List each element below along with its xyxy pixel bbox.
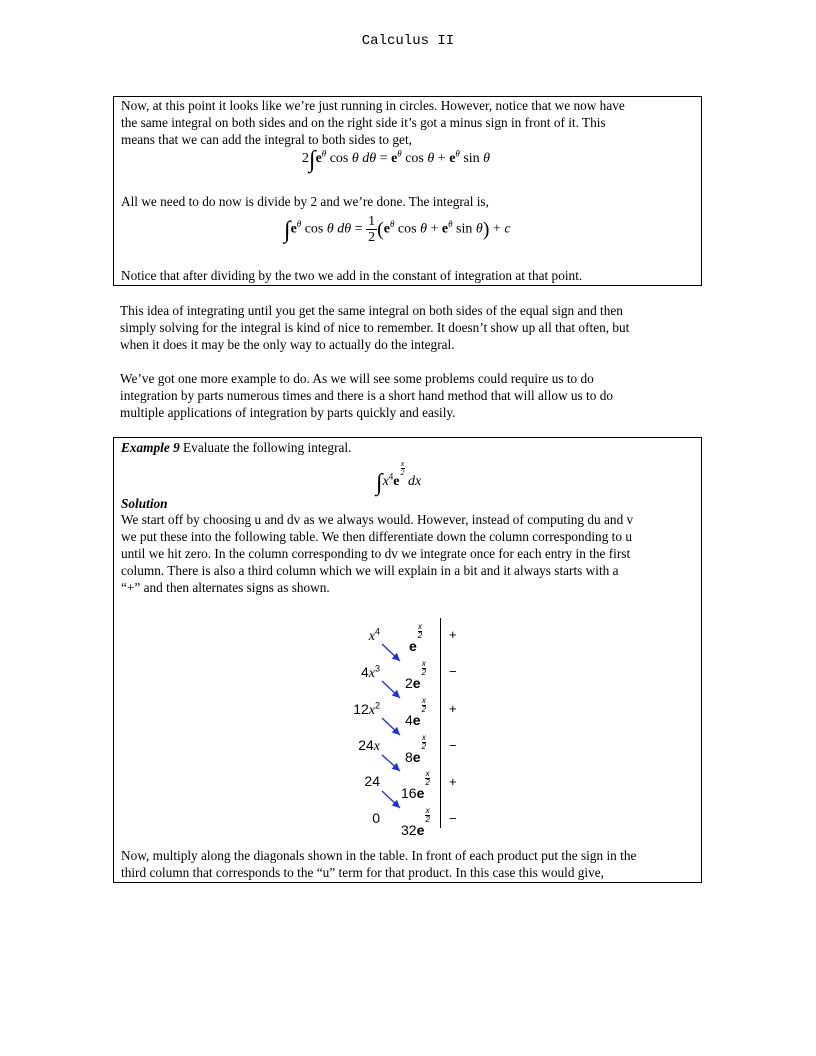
box1-line-2: the same integral on both sides and on the right side it’s got a minus sign in front of it. This (121, 115, 606, 130)
u-cell: $x^4$ (368, 626, 380, 644)
sign-cell: − (449, 738, 457, 753)
equation-example-integral: $\int x^4e$ $\frac{x}{2}$ dx (376, 459, 422, 496)
box1-line-4: All we need to do now is divide by 2 and we’re done. The integral is, (121, 194, 489, 209)
sign-cell: + (449, 627, 457, 642)
box1-line-1: Now, at this point it looks like we’re just running in circles. However, notice that we now have (121, 98, 625, 113)
dv-cell: 4e $\frac{x}{2}$ (405, 696, 427, 728)
dv-cell: e $\frac{x}{2}$ (409, 622, 423, 654)
dv-cell: 16e $\frac{x}{2}$ (401, 769, 430, 801)
equation-doubled-integral: $2\int e^\theta$ cos θ $d\theta = e^\theta$ $\cos \theta + e^\theta$ sin θ (302, 147, 491, 173)
example-body-3: until we hit zero. In the column corresponding to dv we integrate once for each entry in the first (121, 546, 631, 561)
middle-line-4: We’ve got one more example to do. As we will see some problems could require us to do (120, 371, 594, 386)
sign-cell: − (449, 664, 457, 679)
dv-cell: 32e $\frac{x}{2}$ (401, 806, 430, 838)
example-heading (121, 440, 701, 457)
page-header: Calculus II (361, 33, 455, 49)
middle-line-1: This idea of integrating until you get the same integral on both sides of the equal sign and then (120, 303, 623, 318)
middle-line-5: integration by parts numerous times and there is a short hand method that will allow us to do (120, 388, 614, 403)
sign-cell: + (449, 774, 457, 789)
continuation-box (113, 96, 702, 286)
sign-cell: − (449, 811, 457, 826)
example-prompt: Evaluate the following integral. (179, 440, 352, 455)
example-body-4: column. There is also a third column which we will explain in a bit and it always starts with a (121, 563, 619, 578)
box1-line-5: Notice that after dividing by the two we add in the constant of integration at that point. (121, 268, 583, 283)
dv-cell: 2e $\frac{x}{2}$ (405, 659, 427, 691)
example-label: Example 9 (121, 440, 180, 455)
example-body-1: We start off by choosing u and dv as we always would. However, instead of computing du and v (121, 512, 634, 527)
example-body-2: we put these into the following table. We then differentiate down the column corresponding to u (121, 529, 632, 544)
solution-label: Solution (121, 496, 168, 511)
u-cell: 24 (364, 773, 380, 789)
example-closing-1: Now, multiply along the diagonals shown in the table. In front of each product put the sign in the (121, 848, 637, 863)
middle-line-3: when it does it may be the only way to actually do the integral. (120, 337, 455, 352)
sign-cell: + (449, 701, 457, 716)
middle-line-2: simply solving for the integral is kind of nice to remember. It doesn’t show up all that often, but (120, 320, 630, 335)
u-cell: 0 (372, 810, 380, 826)
table-divider (440, 618, 441, 828)
equation-final-integral: $\int e^\theta$ cos θ dθ = $\frac{1}{2}$ ($e^\theta$ $\cos \theta + e^\theta$ sin θ) + c (284, 214, 511, 245)
u-cell: $4x^3$ (360, 663, 380, 681)
middle-line-6: multiple applications of integration by parts quickly and easily. (120, 405, 456, 420)
u-cell: 24x (358, 737, 380, 754)
example-body-5: “+” and then alternates signs as shown. (121, 580, 330, 595)
u-cell: $12x^2$ (353, 700, 380, 718)
example-closing-2: third column that corresponds to the “u” term for that product. In this case this would give, (121, 865, 605, 880)
box1-line-3: means that we can add the integral to both sides to get, (121, 132, 412, 147)
dv-cell: 8e $\frac{x}{2}$ (405, 733, 427, 765)
